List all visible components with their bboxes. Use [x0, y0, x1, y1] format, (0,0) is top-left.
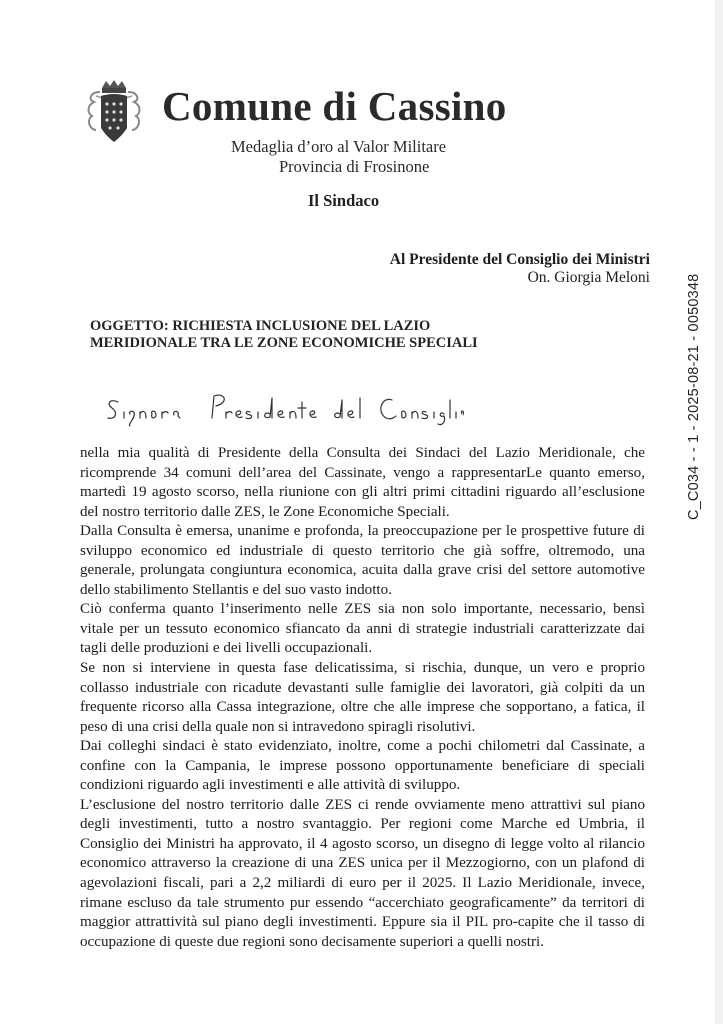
medal-subtitle: Medaglia d’oro al Valor Militare — [231, 137, 447, 156]
body-paragraph: Dalla Consulta è emersa, unanime e profonda, la preoccupazione per le prospettive future di sviluppo economico ed industriale di questo territorio che già soffre, oltremodo, una generale, prolungata congiuntura economica, acuita dalla grave crisi del settore automotive dello stabilimento Stellantis e del suo vasto indotto. — [80, 523, 645, 598]
letter-body — [80, 444, 645, 952]
addressee-name: On. Giorgia Meloni — [527, 269, 650, 286]
body-paragraph: nella mia qualità di Presidente della Consulta dei Sindaci del Lazio Meridionale, che ricomprende 34 comuni dell’area del Cassinate, vengo a rappresentarLe quanto emerso, martedì 19 agosto scorso, nella riunione con gli altri primi cittadini riguardo all’esclusione del nostro territorio dalle ZES, le Zone Economiche Speciali. — [80, 445, 645, 520]
body-paragraph: L’esclusione del nostro territorio dalle ZES ci rende ovviamente meno attrattivi sul piano degli investimenti, tutto a nostro svantaggio. Per regioni come Marche ed Umbria, il Consiglio dei Ministri ha approvato, il 4 agosto scorso, un disegno di legge volto al rilancio economico attraverso la creazione di una ZES unica per il Mezzogiorno, con un plafond di agevolazioni fiscali, pari a 2,2 miliardi di euro per il 2025. Il Lazio Meridionale, invece, rimane escluso da tale strumento pur essendo “accerchiato geograficamente” da territori di maggior attrattività sul piano degli investimenti. Eppure sia il PIL pro-capite che il tasso di occupazione di queste due regioni sono decisamente superiori a quelli nostri. — [80, 796, 645, 950]
protocol-stamp: C_C034 - - 1 - 2025-08-21 - 0050348 — [686, 273, 702, 520]
body-paragraph: Se non si interviene in questa fase delicatissima, si rischia, dunque, un vero e proprio collasso industriale con ricadute devastanti sulle famiglie dei lavoratori, già colpiti da un frequente ricorso alla Cassa integrazione, oltre che alle imprese che sopportano, a fatica, il peso di una crisi della quale non si intravedono spiragli risolutivi. — [80, 660, 645, 735]
office-label: Il Sindaco — [308, 191, 380, 210]
body-paragraph: Dai colleghi sindaci è stato evidenziato, inoltre, come a pochi chilometri dal Cassinate, a confine con la Campania, le imprese possono opportunamente beneficiare di speciali condizioni riguardo agli investimenti e alle attività di sviluppo. — [80, 738, 645, 794]
handwritten-salutation — [104, 388, 464, 428]
handwriting-signature-image — [104, 388, 464, 428]
province-subtitle: Provincia di Frosinone — [279, 157, 430, 176]
coat-of-arms-icon — [82, 78, 146, 148]
body-paragraph: Ciò conferma quanto l’inserimento nelle ZES sia non solo importante, necessario, bensì vitale per un tessuto economico sfiancato da anni di strategie industriali caratterizzate dai tagli delle produzioni e dei livelli occupazionali. — [80, 601, 645, 657]
page-edge-shadow — [715, 0, 723, 1024]
municipality-title: Comune di Cassino — [162, 83, 507, 129]
subject-line: OGGETTO: RICHIESTA INCLUSIONE DEL LAZIO MERIDIONALE TRA LE ZONE ECONOMICHE SPECIALI — [90, 318, 478, 351]
addressee-title: Al Presidente del Consiglio dei Ministri — [389, 251, 650, 268]
